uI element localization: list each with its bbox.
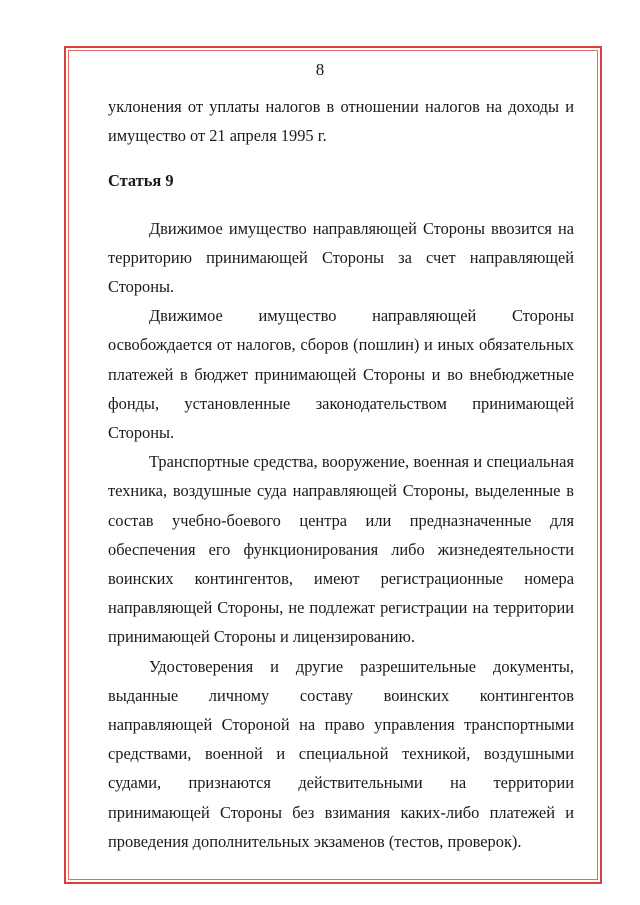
paragraph-1: Движимое имущество направляющей Стороны ввозится на территорию принимающей Стороны за счет направляющей Стороны. <box>108 218 574 297</box>
intro-paragraph: уклонения от уплаты налогов в отношении налогов на доходы и имущество от 21 апреля 1995 г. <box>108 97 574 146</box>
paragraph-2: Движимое имущество направляющей Стороны освобождается от налогов, сборов (пошлин) и иных обязательных платежей в бюджет принимающей Стороны и во внебюджетные фонды, установленные законодательством принимающей Стороны. <box>108 306 574 443</box>
article-title: Статья 9 <box>108 171 174 191</box>
document-body <box>108 92 574 856</box>
paragraph-4: Удостоверения и другие разрешительные документы, выданные личному составу воинских контингентов направляющей Стороной на право управления транспортными средствами, военной и специальной техникой, воздушными судами, признаются действительными на территории принимающей Стороны без взимания каких-либо платежей и проведения дополнительных экзаменов (тестов, проверок). <box>108 656 574 851</box>
paragraph-3: Транспортные средства, вооружение, военная и специальная техника, воздушные суда направляющей Стороны, выделенные в состав учебно-боевого центра или предназначенные для обеспечения его функционирования либо жизнедеятельности воинских контингентов, имеют регистрационные номера направляющей Стороны, не подлежат регистрации на территории принимающей Стороны и лицензированию. <box>108 452 574 647</box>
page-number: 8 <box>315 60 325 79</box>
